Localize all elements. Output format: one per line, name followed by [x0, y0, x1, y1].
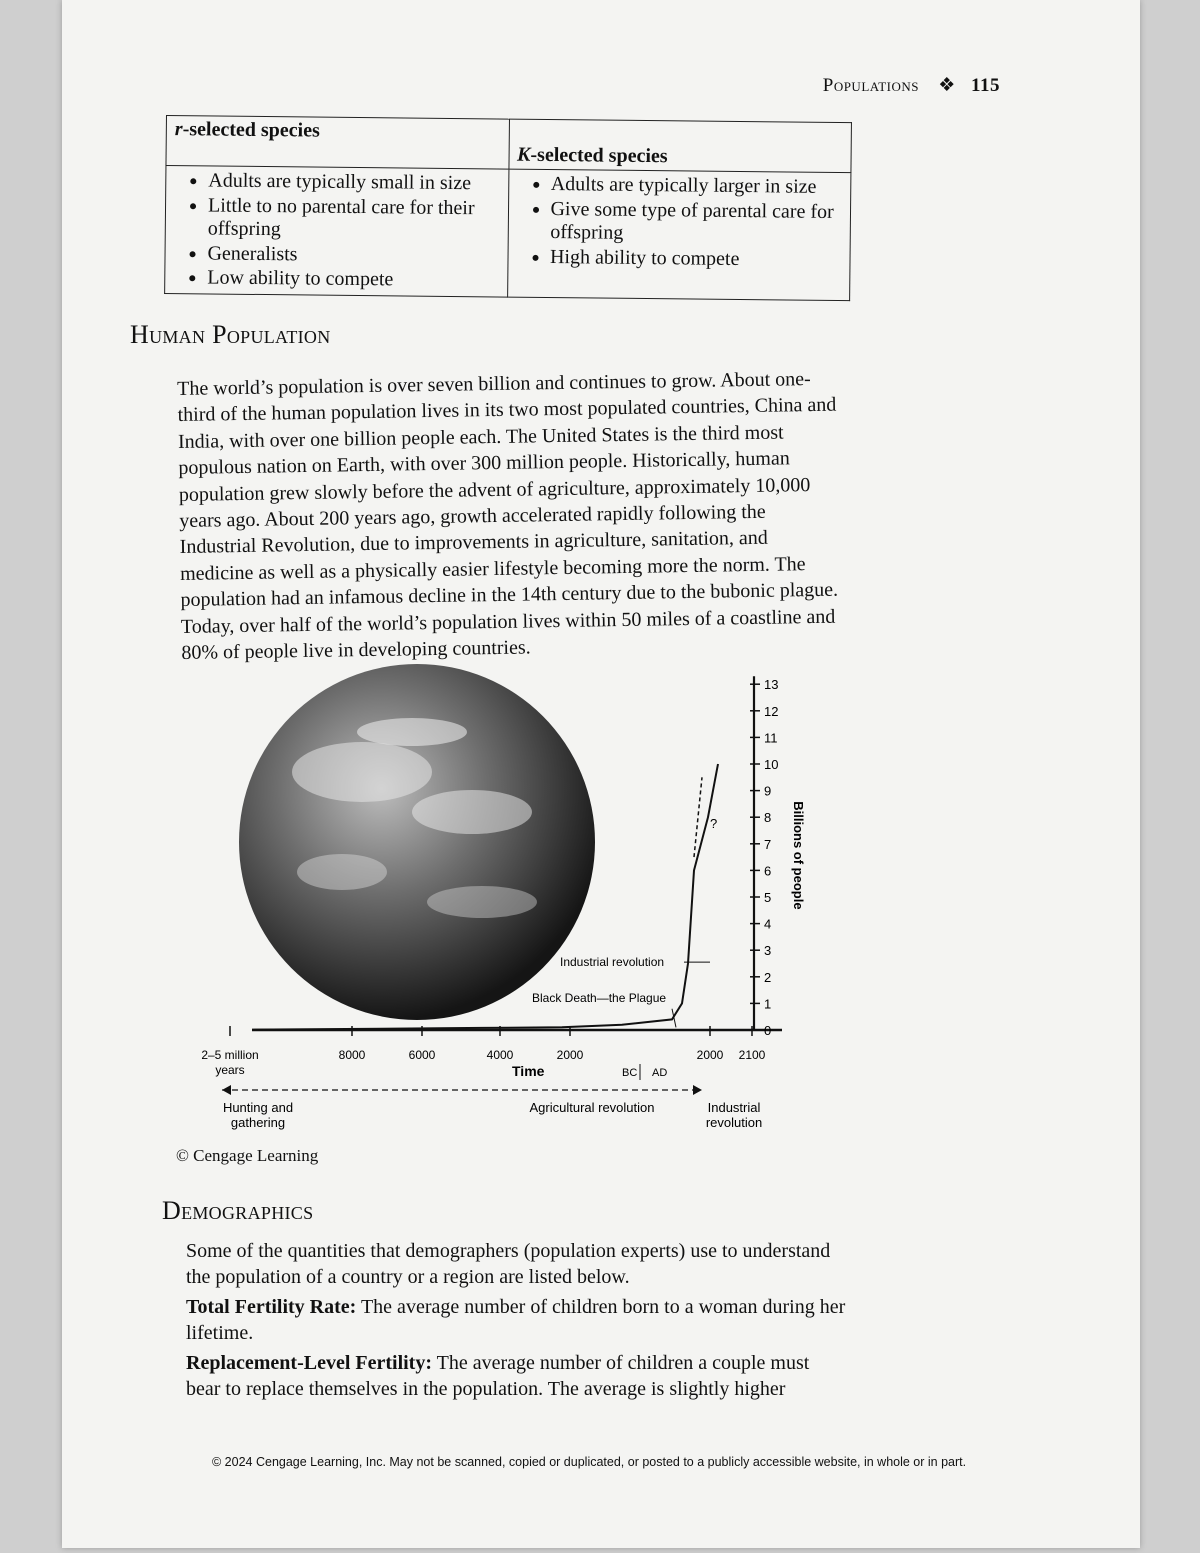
human-population-heading: Human Population	[130, 320, 331, 349]
definition: The average number of children born to a woman during her lifetime.	[186, 1296, 846, 1345]
x-axis-label: Time	[512, 1063, 545, 1079]
y-tick-label: 5	[764, 890, 772, 905]
x-tick-label: 2–5 million years	[201, 1048, 259, 1077]
list-item: • High ability to compete	[550, 246, 842, 273]
demographics-heading: Demographics	[162, 1196, 314, 1225]
page-number: 115	[971, 75, 1000, 96]
arrow-head	[693, 1085, 702, 1095]
list-item: • Generalists	[207, 242, 499, 269]
list-item: • Give some type of parental care for offspring	[550, 198, 842, 248]
x-axis-ticks	[201, 1026, 765, 1080]
list-item: • Little to no parental care for their offspring	[208, 194, 500, 244]
population-growth-figure	[182, 672, 806, 1142]
population-chart-svg	[182, 672, 806, 1142]
era-label-ad: AD	[652, 1067, 668, 1079]
k-selected-list-cell	[507, 169, 851, 301]
x-tick-label: 4000	[486, 1048, 514, 1062]
annotation-industrial-revolution: Industrial revolution	[560, 955, 665, 970]
separator-glyph: ❖	[938, 75, 956, 96]
x-tick-label: 8000	[338, 1048, 366, 1062]
y-tick-label: 1	[764, 996, 772, 1012]
era-label: Hunting and gathering	[222, 1100, 294, 1130]
y-tick-label: 9	[764, 783, 772, 799]
section-name: Populations	[822, 75, 919, 96]
term: Total Fertility Rate:	[186, 1296, 357, 1318]
y-tick-label: 6	[764, 863, 772, 879]
y-tick-label: 0	[764, 1023, 772, 1038]
x-tick-label: 6000	[408, 1048, 436, 1062]
y-tick-label: 3	[764, 943, 772, 959]
running-header	[823, 74, 1000, 97]
projection-marker: ?	[710, 815, 718, 831]
era-label: Industrial revolution	[705, 1100, 763, 1130]
x-tick-label: 2000	[696, 1048, 724, 1062]
r-selected-list-cell	[165, 166, 509, 298]
term: Replacement-Level Fertility:	[186, 1352, 433, 1374]
x-tick-label: 2100	[738, 1048, 766, 1062]
era-label-bc: BC	[622, 1067, 638, 1079]
list-item: • Adults are typically larger in size	[551, 173, 843, 200]
y-tick-label: 7	[764, 836, 772, 852]
annotation-black-death: Black Death—the Plague	[532, 991, 667, 1006]
era-arrows	[222, 1085, 762, 1130]
y-tick-label: 4	[764, 916, 772, 932]
r-k-comparison-table	[164, 115, 852, 301]
demographics-intro: Some of the quantities that demographers (population experts) use to understand the population of a country or a region are listed below.	[186, 1240, 831, 1289]
y-tick-label: 13	[764, 677, 779, 693]
y-tick-label: 2	[764, 969, 772, 985]
earth-globe-image	[239, 664, 595, 1020]
x-tick-label: 2000	[556, 1048, 584, 1062]
era-label: Agricultural revolution	[529, 1100, 655, 1115]
total-fertility-rate-definition	[186, 1294, 846, 1347]
y-tick-label: 8	[764, 810, 772, 826]
y-tick-label: 12	[764, 703, 779, 719]
textbook-page	[62, 0, 1140, 1548]
arrow-head	[222, 1085, 231, 1095]
y-axis-label: Billions of people	[791, 801, 806, 910]
replacement-level-fertility-definition	[186, 1350, 846, 1403]
human-population-paragraph: The world’s population is over seven billion and continues to grow. About one-third of the human population lives in its two most populated countries, China and India, with over one billion people each. The United States is the third most populous nation on Earth, with over 300 million people. Historically, human population grew slowly before the advent of agriculture, approximately 10,000 years ago. About 200 years ago, growth accelerated rapidly following the Industrial Revolution, due to improvements in agriculture, sanitation, and medicine as well as a physically easier lifestyle becoming more the norm. The population had an infamous decline in the 14th century due to the bubonic plague. Today, over half of the world’s population lives within 50 miles of a coastline and 80% of people live in developing countries.	[177, 368, 839, 664]
list-item: • Adults are typically small in size	[208, 169, 500, 196]
figure-credit: © Cengage Learning	[176, 1146, 319, 1165]
definition: The average number of children a couple must bear to replace themselves in the population. The average is slightly higher	[186, 1352, 810, 1401]
y-tick-label: 10	[764, 757, 779, 772]
r-selected-header: r-selected species	[166, 116, 509, 170]
list-item: • Low ability to compete	[207, 267, 499, 294]
y-tick-label: 11	[764, 730, 778, 746]
k-selected-header: K-selected species	[508, 119, 851, 173]
copyright-footer: © 2024 Cengage Learning, Inc. May not be scanned, copied or duplicated, or posted to a publicly accessible website, in whole or in part.	[212, 1455, 967, 1469]
